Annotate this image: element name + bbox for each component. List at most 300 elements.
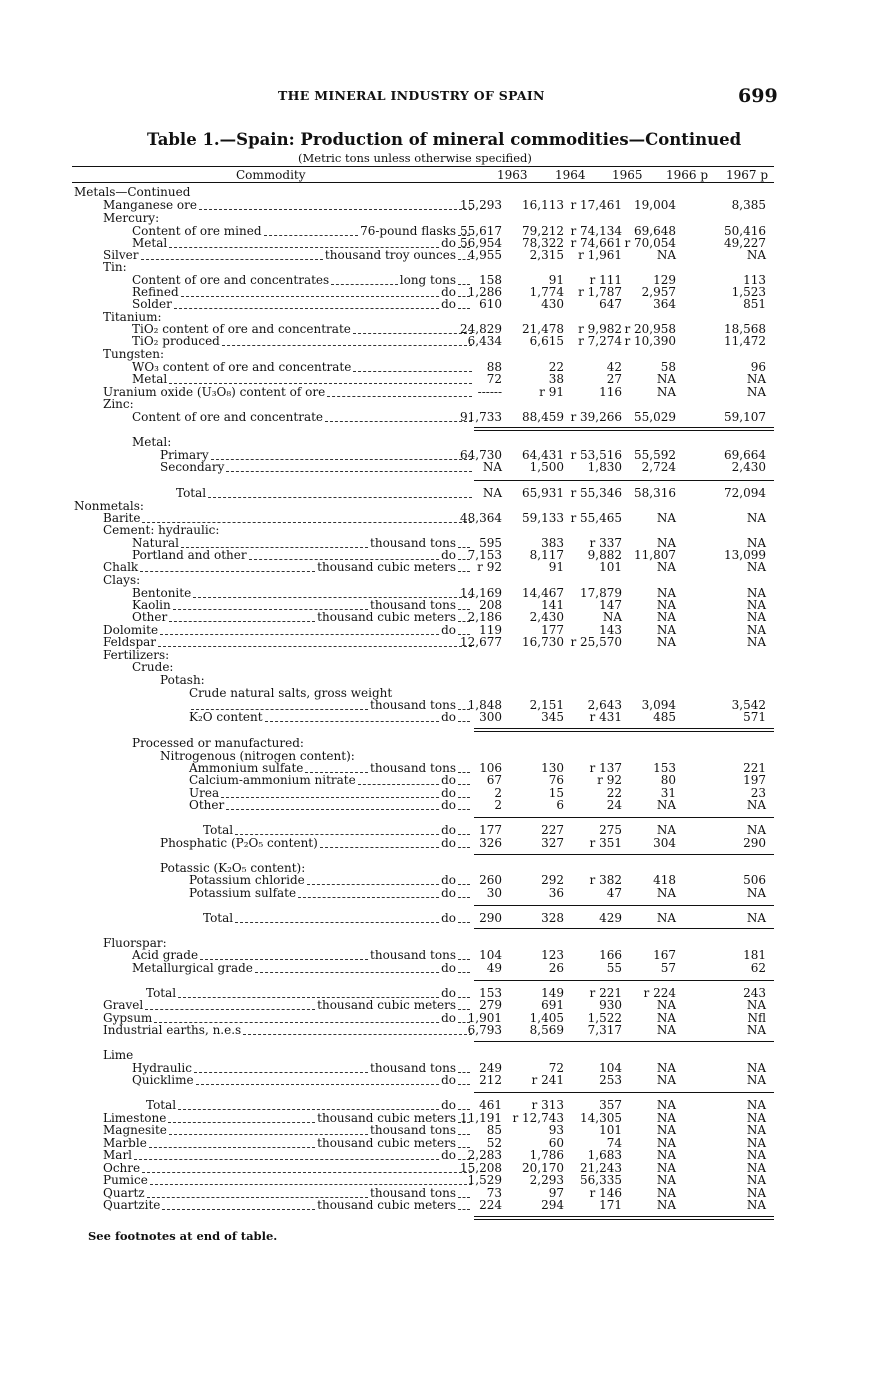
cell-1964: 227: [541, 823, 564, 837]
cell-1966: NA: [656, 911, 676, 925]
row-label: Ammonium sulfate: [189, 761, 304, 775]
cell-1967: 13,099: [724, 548, 766, 562]
row-label: Cement: hydraulic:: [103, 523, 220, 537]
row-label: Total: [146, 1098, 177, 1112]
row-unit: long tons: [399, 273, 456, 287]
cell-1965: 1,830: [587, 460, 622, 474]
row-label: Natural: [132, 536, 179, 550]
cell-1963: 4,955: [467, 248, 502, 262]
cell-1964: 383: [541, 536, 564, 550]
column-header-1964: 1964: [555, 168, 586, 182]
cell-1964: 123: [541, 948, 564, 962]
cell-1966: NA: [656, 1011, 676, 1025]
dot-leader: [169, 621, 315, 622]
cell-1965: r 92: [597, 773, 622, 787]
cell-1965: 171: [599, 1198, 622, 1212]
dot-leader: [160, 634, 439, 635]
cell-1964: 328: [541, 911, 564, 925]
cell-1966: 153: [653, 761, 676, 775]
cell-1966: NA: [656, 998, 676, 1012]
row-label: Potash:: [160, 673, 205, 687]
row-label: K₂O content: [189, 710, 263, 724]
cell-1964: 20,170: [522, 1161, 564, 1175]
cell-1965: 21,243: [580, 1161, 622, 1175]
cell-1964: 430: [541, 297, 564, 311]
cell-1964: 141: [541, 598, 564, 612]
cell-1963: 6,793: [467, 1023, 502, 1037]
row-label: Content of ore and concentrate: [132, 410, 324, 424]
cell-1964: r 313: [531, 1098, 564, 1112]
row-unit: do: [441, 773, 456, 787]
cell-1963: 104: [479, 948, 502, 962]
cell-1964: 59,133: [522, 511, 564, 525]
row-label: Total: [203, 911, 234, 925]
cell-1964: 2,293: [529, 1173, 564, 1187]
separator-rule: [474, 430, 774, 431]
row-unit: thousand cubic meters: [317, 1198, 456, 1212]
cell-1965: 55: [606, 961, 622, 975]
cell-1963: 249: [479, 1061, 502, 1075]
cell-1963: 177: [479, 823, 502, 837]
table-row: [0, 711, 880, 724]
cell-1965: 166: [599, 948, 622, 962]
cell-1964: 8,117: [529, 548, 564, 562]
cell-1967: NA: [746, 598, 766, 612]
running-header-title: THE MINERAL INDUSTRY OF SPAIN: [278, 88, 545, 103]
dot-leader: [141, 259, 323, 260]
cell-1967: NA: [746, 1148, 766, 1162]
row-unit: do: [441, 548, 456, 562]
row-label: Hydraulic: [132, 1061, 192, 1075]
row-unit: do: [441, 873, 456, 887]
dot-leader: [265, 721, 440, 722]
header-top-rule: [72, 166, 774, 167]
row-label: Quartzite: [103, 1198, 161, 1212]
cell-1964: 292: [541, 873, 564, 887]
row-label: Barite: [103, 511, 141, 525]
cell-1963: 67: [486, 773, 502, 787]
separator-rule: [474, 905, 774, 906]
cell-1967: NA: [746, 586, 766, 600]
dot-leader: [162, 1209, 315, 1210]
row-label: Metal: [132, 372, 168, 386]
cell-1966: NA: [656, 886, 676, 900]
cell-1966: 19,004: [634, 198, 676, 212]
cell-1965: 1,522: [587, 1011, 622, 1025]
table-section-heading: [0, 661, 880, 674]
cell-1967: NA: [746, 560, 766, 574]
cell-1963: 7,153: [467, 548, 502, 562]
row-label: Industrial earths, n.e.s: [103, 1023, 242, 1037]
row-label: Metals—Continued: [74, 185, 191, 199]
row-unit: do: [441, 623, 456, 637]
separator-rule: [474, 480, 774, 481]
cell-1966: r 10,390: [624, 334, 676, 348]
row-unit: thousand tons: [370, 1123, 456, 1137]
cell-1966: 2,724: [641, 460, 676, 474]
cell-1966: NA: [656, 1198, 676, 1212]
cell-1966: 2,957: [641, 285, 676, 299]
cell-1963: 279: [479, 998, 502, 1012]
row-label: Secondary: [160, 460, 225, 474]
cell-1963: 461: [479, 1098, 502, 1112]
row-label: Marble: [103, 1136, 147, 1150]
cell-1964: 149: [541, 986, 564, 1000]
dot-leader: [331, 284, 398, 285]
cell-1963: 106: [479, 761, 502, 775]
cell-1964: 65,931: [522, 486, 564, 500]
cell-1967: NA: [746, 1073, 766, 1087]
cell-1964: 177: [541, 623, 564, 637]
cell-1964: 88,459: [522, 410, 564, 424]
cell-1963: 14,169: [460, 586, 502, 600]
separator-rule: [474, 427, 774, 428]
cell-1967: NA: [746, 911, 766, 925]
cell-1965: 14,305: [580, 1111, 622, 1125]
cell-1967: 69,664: [724, 448, 766, 462]
cell-1967: 50,416: [724, 224, 766, 238]
cell-1963: 15,208: [460, 1161, 502, 1175]
cell-1965: r 9,982: [578, 322, 622, 336]
cell-1964: 2,151: [529, 698, 564, 712]
cell-1964: r 12,743: [512, 1111, 564, 1125]
cell-1966: 304: [653, 836, 676, 850]
row-unit: thousand tons: [370, 761, 456, 775]
cell-1963: 153: [479, 986, 502, 1000]
cell-1965: r 7,274: [578, 334, 622, 348]
row-label: Gypsum: [103, 1011, 153, 1025]
dot-leader: [174, 308, 439, 309]
separator-rule: [474, 731, 774, 732]
cell-1964: 1,774: [529, 285, 564, 299]
cell-1963: 48,364: [460, 511, 502, 525]
cell-1967: NA: [746, 1098, 766, 1112]
row-unit: do: [441, 798, 456, 812]
separator-rule: [474, 928, 774, 929]
row-unit: thousand tons: [370, 698, 456, 712]
cell-1967: 96: [750, 360, 766, 374]
cell-1967: NA: [746, 1061, 766, 1075]
row-label: Tin:: [103, 260, 127, 274]
cell-1967: 571: [743, 710, 766, 724]
row-unit: do: [441, 285, 456, 299]
cell-1963: 290: [479, 911, 502, 925]
cell-1966: NA: [656, 1161, 676, 1175]
cell-1966: 55,592: [634, 448, 676, 462]
row-label: Content of ore mined: [132, 224, 262, 238]
row-label: Potassium sulfate: [189, 886, 297, 900]
cell-1963: r 92: [477, 560, 502, 574]
cell-1967: 8,385: [731, 198, 766, 212]
row-label: Pumice: [103, 1173, 148, 1187]
separator-rule: [474, 817, 774, 818]
row-label: Other: [132, 610, 168, 624]
row-unit: thousand troy ounces: [324, 248, 456, 262]
cell-1965: r 55,465: [570, 511, 622, 525]
cell-1965: 56,335: [580, 1173, 622, 1187]
cell-1967: 1,523: [731, 285, 766, 299]
cell-1967: NA: [746, 1111, 766, 1125]
table-row: [0, 1074, 880, 1087]
row-unit: thousand tons: [370, 536, 456, 550]
cell-1967: NA: [746, 372, 766, 386]
cell-1965: 647: [599, 297, 622, 311]
row-label: Quartz: [103, 1186, 145, 1200]
cell-1967: 59,107: [724, 410, 766, 424]
dot-leader: [134, 1159, 439, 1160]
cell-1963: 208: [479, 598, 502, 612]
row-label: Manganese ore: [103, 198, 197, 212]
cell-1963: 30: [486, 886, 502, 900]
cell-1967: 197: [743, 773, 766, 787]
cell-1965: r 1,787: [578, 285, 622, 299]
row-label: Portland and other: [132, 548, 247, 562]
cell-1965: r 53,516: [570, 448, 622, 462]
row-unit: do: [441, 836, 456, 850]
cell-1963: 72: [486, 372, 502, 386]
table-section-heading: [0, 737, 880, 750]
cell-1963: 610: [479, 297, 502, 311]
cell-1963: 6,434: [467, 334, 502, 348]
cell-1967: NA: [746, 385, 766, 399]
cell-1966: NA: [656, 1173, 676, 1187]
cell-1964: 8,569: [529, 1023, 564, 1037]
cell-1965: 74: [606, 1136, 622, 1150]
column-header-1966: 1966 p: [666, 168, 709, 182]
separator-rule: [474, 1092, 774, 1093]
table-row: [0, 799, 880, 812]
cell-1966: NA: [656, 1148, 676, 1162]
separator-rule: [474, 1219, 774, 1220]
cell-1964: 79,212: [522, 224, 564, 238]
cell-1966: r 20,958: [624, 322, 676, 336]
cell-1966: NA: [656, 610, 676, 624]
row-label: Potassium chloride: [189, 873, 305, 887]
row-label: Refined: [132, 285, 179, 299]
separator-rule: [474, 728, 774, 729]
dot-leader: [235, 834, 439, 835]
cell-1966: 57: [660, 961, 676, 975]
row-label: Marl: [103, 1148, 133, 1162]
cell-1966: r 70,054: [624, 236, 676, 250]
separator-rule: [474, 1041, 774, 1042]
cell-1964: 327: [541, 836, 564, 850]
dot-leader: [150, 1184, 472, 1185]
cell-1966: 485: [653, 710, 676, 724]
cell-1966: r 224: [643, 986, 676, 1000]
cell-1964: 1,500: [529, 460, 564, 474]
cell-1966: 55,029: [634, 410, 676, 424]
cell-1966: NA: [656, 1098, 676, 1112]
row-label: Calcium-ammonium nitrate: [189, 773, 356, 787]
cell-1966: 58: [660, 360, 676, 374]
row-unit: thousand cubic meters: [317, 1111, 456, 1125]
cell-1966: NA: [656, 511, 676, 525]
cell-1967: 49,227: [724, 236, 766, 250]
dot-leader: [140, 571, 315, 572]
table-row: [0, 1199, 880, 1212]
cell-1966: 167: [653, 948, 676, 962]
separator-rule: [474, 980, 774, 981]
cell-1967: NA: [746, 1186, 766, 1200]
row-unit: do: [441, 1098, 456, 1112]
cell-1967: NA: [746, 798, 766, 812]
table-section-heading: [0, 674, 880, 687]
cell-1964: 38: [548, 372, 564, 386]
cell-1967: NA: [746, 511, 766, 525]
dot-leader: [307, 884, 439, 885]
cell-1964: 60: [548, 1136, 564, 1150]
cell-1964: 16,730: [522, 635, 564, 649]
cell-1966: NA: [656, 536, 676, 550]
cell-1963: 24,829: [460, 322, 502, 336]
header-bottom-rule: [72, 182, 774, 183]
row-label: Zinc:: [103, 397, 134, 411]
dot-leader: [169, 1134, 368, 1135]
row-label: Feldspar: [103, 635, 157, 649]
cell-1967: NA: [746, 1198, 766, 1212]
cell-1966: NA: [656, 1073, 676, 1087]
row-label: Urea: [189, 786, 220, 800]
cell-1966: NA: [656, 1123, 676, 1137]
cell-1963: 300: [479, 710, 502, 724]
row-unit: do: [441, 236, 456, 250]
row-unit: do: [441, 710, 456, 724]
cell-1966: NA: [656, 1023, 676, 1037]
row-unit: do: [441, 911, 456, 925]
cell-1963: 49: [486, 961, 502, 975]
cell-1965: r 221: [589, 986, 622, 1000]
row-label: Total: [146, 986, 177, 1000]
cell-1964: 78,322: [522, 236, 564, 250]
cell-1963: 56,954: [460, 236, 502, 250]
cell-1964: 26: [548, 961, 564, 975]
row-label: Solder: [132, 297, 172, 311]
row-label: Gravel: [103, 998, 144, 1012]
table-row: [0, 1024, 880, 1037]
cell-1966: NA: [656, 798, 676, 812]
cell-1965: 2,643: [587, 698, 622, 712]
row-unit: do: [441, 961, 456, 975]
row-label: Titanium:: [103, 310, 162, 324]
cell-1964: 64,431: [522, 448, 564, 462]
cell-1966: 31: [660, 786, 676, 800]
cell-1964: 15: [548, 786, 564, 800]
row-unit: do: [441, 297, 456, 311]
cell-1964: 691: [541, 998, 564, 1012]
cell-1965: 47: [606, 886, 622, 900]
cell-1967: NA: [746, 1173, 766, 1187]
cell-1965: 9,882: [587, 548, 622, 562]
row-unit: do: [441, 1148, 456, 1162]
column-header-1967: 1967 p: [726, 168, 769, 182]
row-label: Lime: [103, 1048, 134, 1062]
row-label: Tungsten:: [103, 347, 164, 361]
cell-1964: 91: [548, 560, 564, 574]
dot-leader: [178, 1109, 439, 1110]
dot-leader: [181, 296, 439, 297]
cell-1964: 72: [548, 1061, 564, 1075]
cell-1964: 14,467: [522, 586, 564, 600]
cell-1966: NA: [656, 823, 676, 837]
row-label: Magnesite: [103, 1123, 167, 1137]
cell-1963: 52: [486, 1136, 502, 1150]
cell-1964: 6,615: [529, 334, 564, 348]
cell-1966: 80: [660, 773, 676, 787]
cell-1965: 42: [606, 360, 622, 374]
row-unit: 76-pound flasks: [360, 224, 456, 238]
cell-1963: 2: [494, 786, 502, 800]
cell-1965: 147: [599, 598, 622, 612]
cell-1967: 290: [743, 836, 766, 850]
cell-1967: 23: [750, 786, 766, 800]
cell-1966: NA: [656, 1111, 676, 1125]
cell-1965: 930: [599, 998, 622, 1012]
cell-1967: 851: [743, 297, 766, 311]
row-label: Nonmetals:: [74, 499, 144, 513]
row-label: Limestone: [103, 1111, 167, 1125]
cell-1967: 221: [743, 761, 766, 775]
cell-1966: 3,094: [641, 698, 676, 712]
cell-1963: 2,283: [467, 1148, 502, 1162]
row-label: TiO₂ content of ore and concentrate: [132, 322, 351, 336]
cell-1963: 85: [486, 1123, 502, 1137]
row-label: Ochre: [103, 1161, 141, 1175]
column-header-1963: 1963: [497, 168, 528, 182]
dot-leader: [168, 1122, 315, 1123]
cell-1964: 2,315: [529, 248, 564, 262]
table-row: [0, 837, 880, 850]
cell-1966: NA: [656, 1136, 676, 1150]
cell-1967: 506: [743, 873, 766, 887]
table-row: [0, 962, 880, 975]
cell-1965: 22: [606, 786, 622, 800]
cell-1967: NA: [746, 823, 766, 837]
cell-1963: 1,848: [467, 698, 502, 712]
cell-1963: 224: [479, 1198, 502, 1212]
cell-1965: r 137: [589, 761, 622, 775]
row-unit: thousand tons: [370, 948, 456, 962]
row-unit: thousand tons: [370, 598, 456, 612]
row-label: Crude natural salts, gross weight: [189, 686, 393, 700]
cell-1967: 72,094: [724, 486, 766, 500]
cell-1966: NA: [656, 372, 676, 386]
separator-rule: [474, 1216, 774, 1217]
cell-1966: NA: [656, 560, 676, 574]
cell-1964: 345: [541, 710, 564, 724]
cell-1967: NA: [746, 536, 766, 550]
row-unit: thousand tons: [370, 1061, 456, 1075]
cell-1965: 357: [599, 1098, 622, 1112]
cell-1966: NA: [656, 598, 676, 612]
row-label: Chalk: [103, 560, 139, 574]
cell-1965: NA: [602, 610, 622, 624]
row-label: Clays:: [103, 573, 141, 587]
cell-1966: NA: [656, 635, 676, 649]
row-label: Metallurgical grade: [132, 961, 253, 975]
cell-1963: 1,529: [467, 1173, 502, 1187]
row-label: Metal: [132, 236, 168, 250]
cell-1965: r 17,461: [570, 198, 622, 212]
cell-1965: 116: [599, 385, 622, 399]
row-label: Metal:: [132, 435, 172, 449]
cell-1966: NA: [656, 586, 676, 600]
cell-1965: r 431: [589, 710, 622, 724]
cell-1967: NA: [746, 248, 766, 262]
cell-1963: 73: [486, 1186, 502, 1200]
dot-leader: [358, 784, 439, 785]
row-label: Silver: [103, 248, 139, 262]
